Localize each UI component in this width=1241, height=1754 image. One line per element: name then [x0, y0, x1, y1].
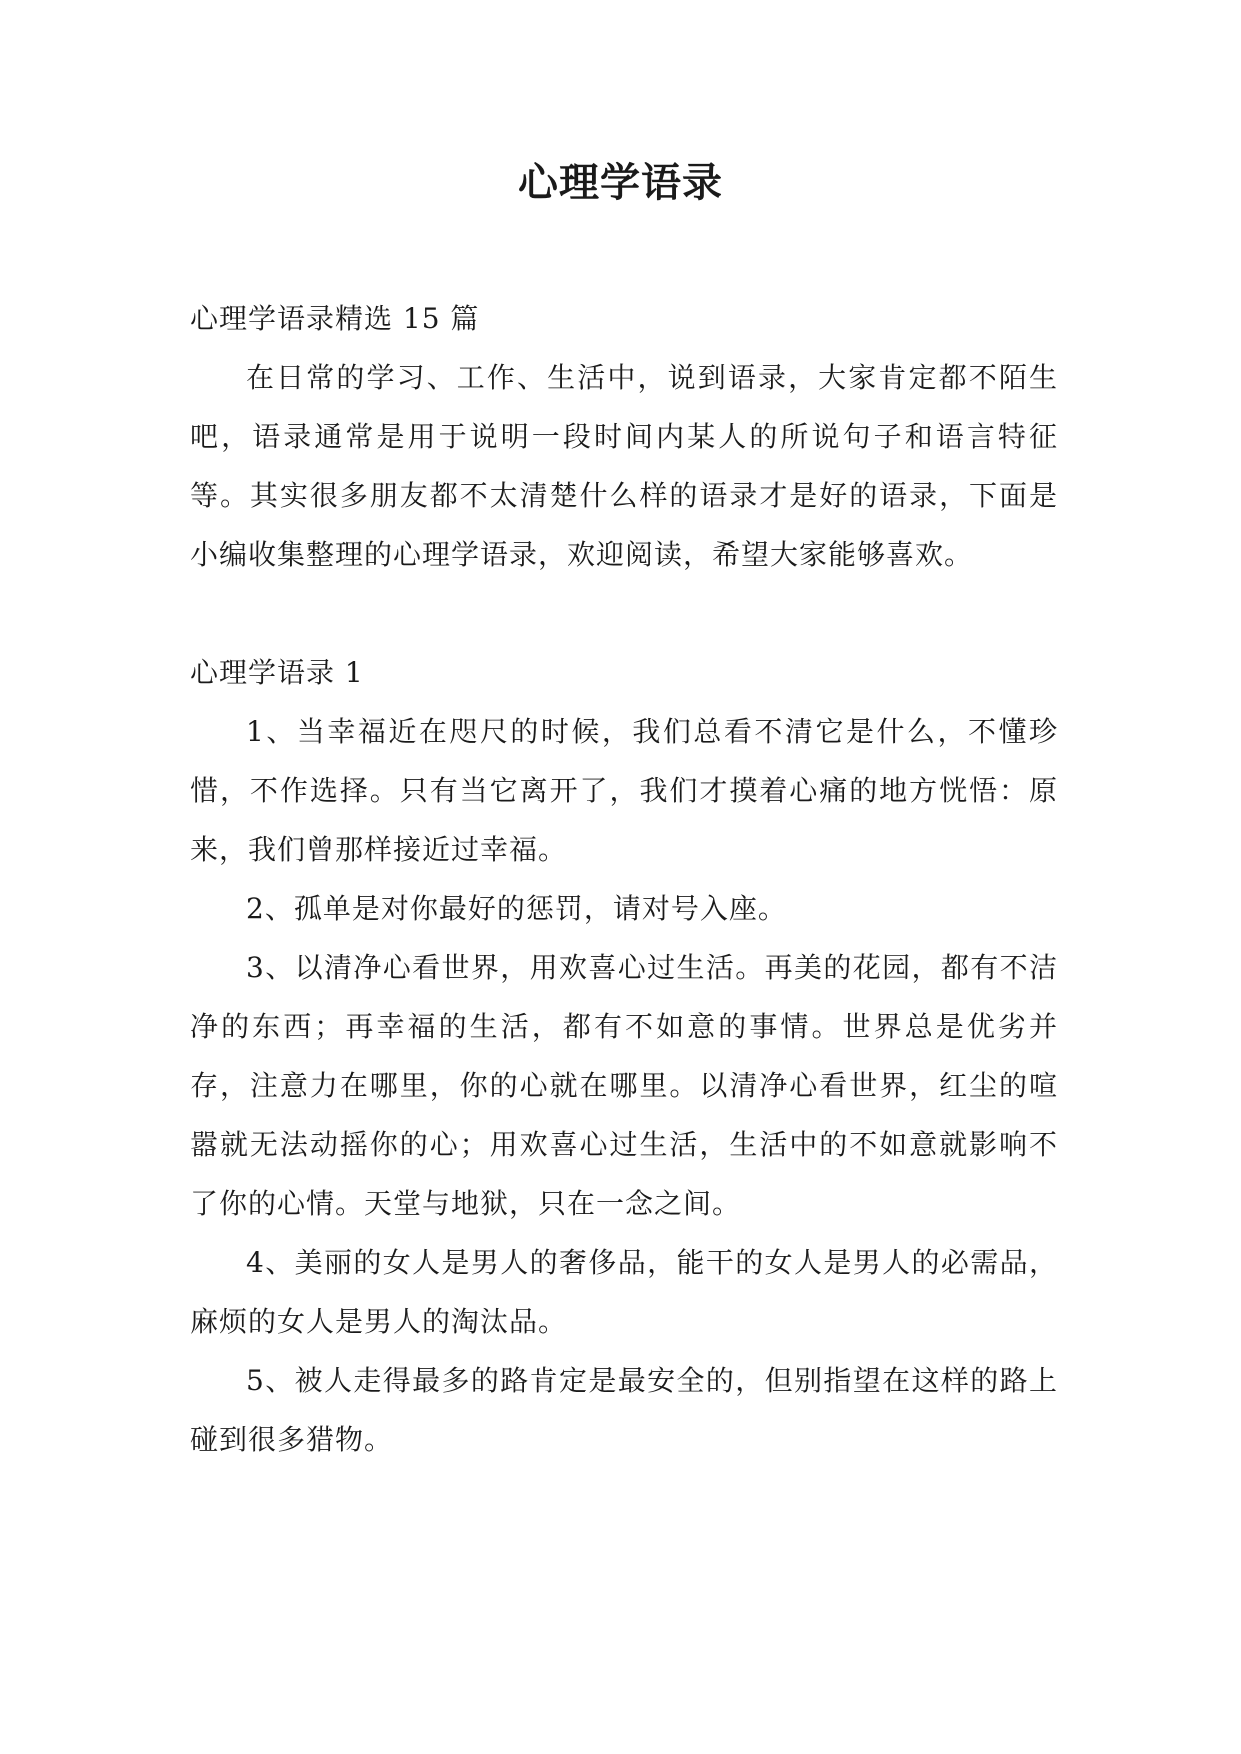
- document-subtitle: 心理学语录精选 15 篇: [190, 302, 480, 335]
- quote-item-1: 1、当幸福近在咫尺的时候，我们总看不清它是什么，不懂珍惜，不作选择。只有当它离开了，我们才摸着心痛的地方恍悟：原来，我们曾那样接近过幸福。: [190, 715, 1058, 866]
- quote-item-3: 3、以清净心看世界，用欢喜心过生活。再美的花园，都有不洁净的东西；再幸福的生活，都有不如意的事情。世界总是优劣并存，注意力在哪里，你的心就在哪里。以清净心看世界，红尘的喧嚣就无法动摇你的心；用欢喜心过生活，生活中的不如意就影响不了你的心情。天堂与地狱，只在一念之间。: [190, 951, 1058, 1220]
- quote-item-5: 5、被人走得最多的路肯定是最安全的，但别指望在这样的路上碰到很多猎物。: [190, 1364, 1058, 1456]
- document-body: [190, 289, 1058, 1469]
- quote-item-4: 4、美丽的女人是男人的奢侈品，能干的女人是男人的必需品，麻烦的女人是男人的淘汰品。: [190, 1246, 1058, 1338]
- document-title: 心理学语录: [518, 160, 723, 206]
- section-heading: 心理学语录 1: [190, 656, 364, 689]
- intro-paragraph: 在日常的学习、工作、生活中，说到语录，大家肯定都不陌生吧，语录通常是用于说明一段时间内某人的所说句子和语言特征等。其实很多朋友都不太清楚什么样的语录才是好的语录，下面是小编收集整理的心理学语录，欢迎阅读，希望大家能够喜欢。: [190, 361, 1058, 571]
- quote-item-2: 2、孤单是对你最好的惩罚，请对号入座。: [246, 892, 787, 925]
